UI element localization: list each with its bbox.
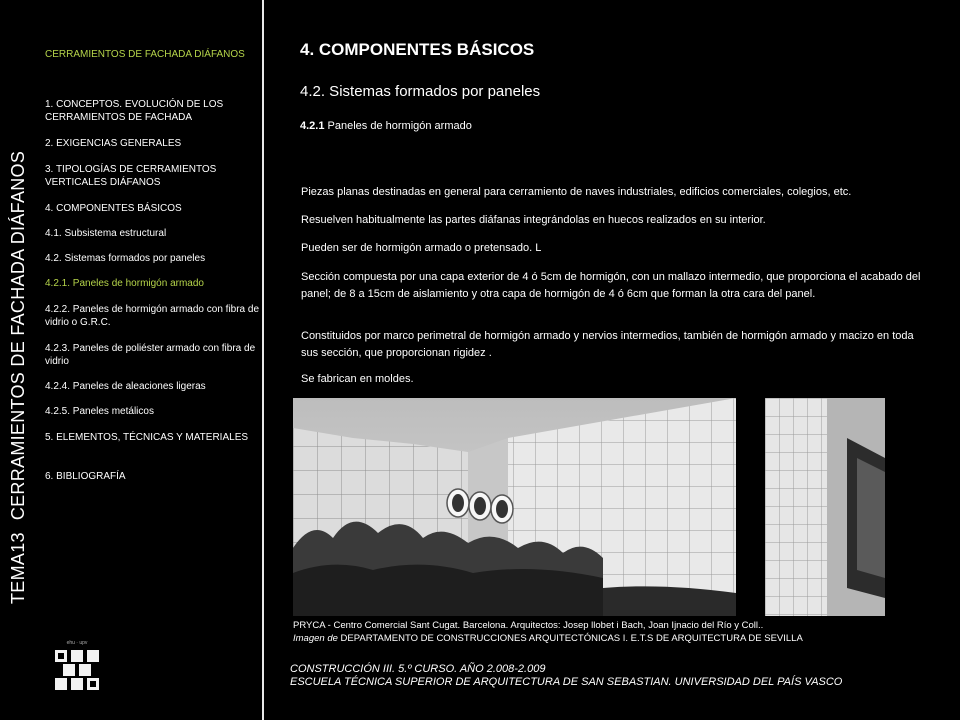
vertical-course-title <box>8 151 29 604</box>
caption-line-1: PRYCA - Centro Comercial Sant Cugat. Barcelona. Arquitectos: Josep llobet i Bach, Joan Ijnacio del Río y Coll.. <box>293 620 764 631</box>
section-heading <box>300 120 472 132</box>
paragraph-3: Pueden ser de hormigón armado o pretensado. L <box>301 242 542 254</box>
sidebar-item-metalicos[interactable]: 4.2.5. Paneles metálicos <box>45 406 154 417</box>
sidebar-item-elementos[interactable]: 5. ELEMENTOS, TÉCNICAS Y MATERIALES <box>45 432 249 443</box>
paragraph-5: Constituidos por marco perimetral de hormigón armado y nervios intermedios, también de hormigón armado y macizo en toda sus sección, que proporcionan rigidez . <box>301 330 914 359</box>
page-title: 4. COMPONENTES BÁSICOS <box>300 40 535 59</box>
section-label: Paneles de hormigón armado <box>327 120 472 132</box>
sidebar-item-grc[interactable]: 4.2.2. Paneles de hormigón armado con fibra de vidrio o G.R.C. <box>45 304 260 328</box>
facade-photo <box>293 398 736 616</box>
footer-school: ESCUELA TÉCNICA SUPERIOR DE ARQUITECTURA DE SAN SEBASTIAN. UNIVERSIDAD DEL PAÍS VASCO <box>290 676 843 688</box>
paragraph-2: Resuelven habitualmente las partes diáfanas integrándolas en huecos realizados en su interior. <box>301 214 766 226</box>
paragraph-1: Piezas planas destinadas en general para cerramiento de naves industriales, edificios comerciales, colegios, etc. <box>301 186 852 198</box>
sidebar-item-tipologias[interactable]: 3. TIPOLOGÍAS DE CERRAMIENTOS VERTICALES DIÁFANOS <box>45 164 217 188</box>
sidebar-item-conceptos[interactable]: 1. CONCEPTOS. EVOLUCIÓN DE LOS CERRAMIENTOS DE FACHADA <box>45 99 224 123</box>
paragraph-6: Se fabrican en moldes. <box>301 373 414 385</box>
tema-label: TEMA13 <box>8 532 28 604</box>
sidebar-item-bibliografia[interactable]: 6. BIBLIOGRAFÍA <box>45 471 126 482</box>
tema-title: CERRAMIENTOS DE FACHADA DIÁFANOS <box>8 150 28 521</box>
footer-course: CONSTRUCCIÓN III. 5.º CURSO. AÑO 2.008-2.009 <box>290 663 546 675</box>
corner-photo <box>765 398 885 616</box>
sidebar-item-hormigon-armado[interactable]: 4.2.1. Paneles de hormigón armado <box>45 278 204 289</box>
photo-caption <box>293 619 943 645</box>
sidebar-item-aleaciones[interactable]: 4.2.4. Paneles de aleaciones ligeras <box>45 381 206 392</box>
university-logo-icon <box>53 638 101 694</box>
svg-text:ehu · upv: ehu · upv <box>66 640 88 646</box>
sidebar-item-componentes[interactable]: 4. COMPONENTES BÁSICOS <box>45 203 182 214</box>
caption-source-prefix: Imagen de <box>293 633 338 644</box>
paragraph-4: Sección compuesta por una capa exterior de 4 ó 5cm de hormigón, con un mallazo intermedio, que proporciona el acabado del panel; de 8 a 15cm de aislamiento y otra capa de hormigón de 4 ó 6cm que forman la otra cara del panel. <box>301 271 921 300</box>
footer <box>290 663 950 689</box>
sidebar-item-exigencias[interactable]: 2. EXIGENCIAS GENERALES <box>45 138 182 149</box>
sidebar-item-poliester[interactable]: 4.2.3. Paneles de poliéster armado con fibra de vidrio <box>45 343 256 367</box>
caption-line-2 <box>293 632 943 645</box>
sidebar-item-paneles[interactable]: 4.2. Sistemas formados por paneles <box>45 253 206 264</box>
page-subtitle: 4.2. Sistemas formados por paneles <box>300 83 541 100</box>
section-number: 4.2.1 <box>300 120 325 132</box>
sidebar-item-subsistema[interactable]: 4.1. Subsistema estructural <box>45 228 167 239</box>
caption-source: DEPARTAMENTO DE CONSTRUCCIONES ARQUITECTÓNICAS I. E.T.S DE ARQUITECTURA DE SEVILLA <box>337 633 803 644</box>
sidebar-heading: CERRAMIENTOS DE FACHADA DIÁFANOS <box>45 49 245 60</box>
